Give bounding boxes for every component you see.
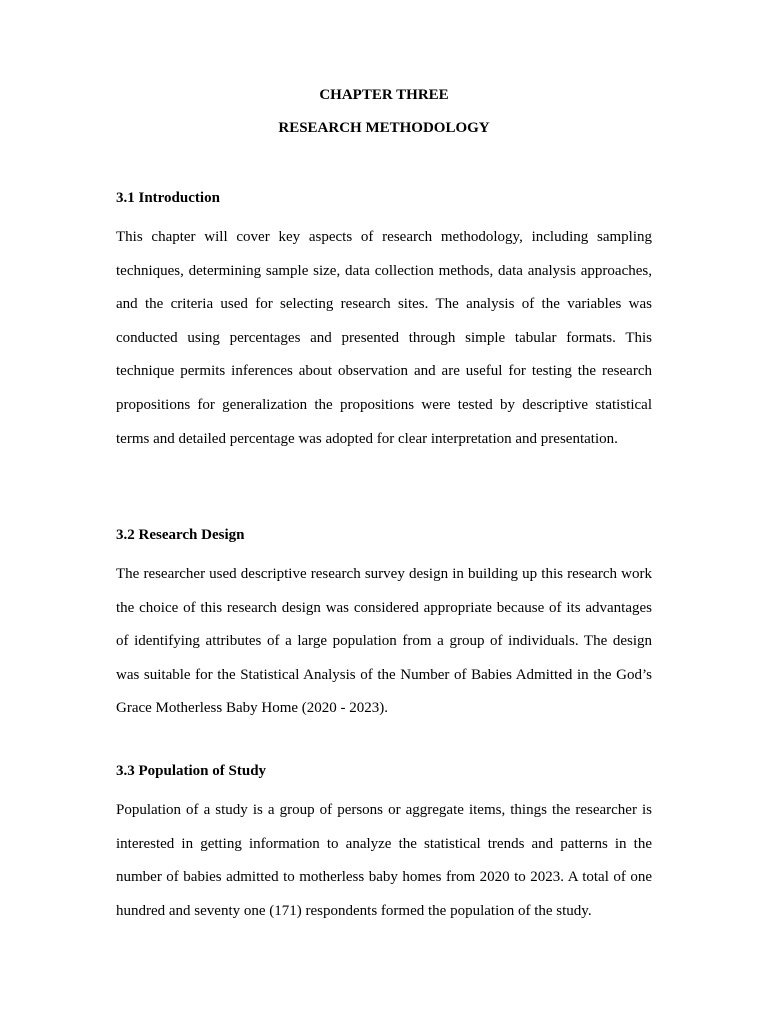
section-heading: 3.1 Introduction — [116, 190, 220, 206]
section-paragraph: This chapter will cover key aspects of research methodology, including sampling techniques, determining sample size, data collection methods, data analysis approaches, and the criteria used for selecting research sites. The analysis of the variables was conducted using percentages and presented through simple tabular formats. This technique permits inferences about observation and are useful for testing the research propositions for generalization the propositions were tested by descriptive statistical terms and detailed percentage was adopted for clear interpretation and presentation. — [116, 229, 652, 447]
section-paragraph: The researcher used descriptive research survey design in building up this research work the choice of this research design was considered appropriate because of its advantages of identifying attributes of a large population from a group of individuals. The design was suitable for the Statistical Analysis of the Number of Babies Admitted in the God’s Grace Motherless Baby Home (2020 - 2023). — [116, 566, 652, 717]
chapter-subtitle: RESEARCH METHODOLOGY — [278, 120, 490, 136]
section-research-design — [116, 525, 652, 726]
section-population-of-study — [116, 761, 652, 928]
section-heading: 3.2 Research Design — [116, 527, 245, 543]
chapter-title: CHAPTER THREE — [319, 87, 449, 103]
section-heading: 3.3 Population of Study — [116, 763, 267, 779]
section-paragraph: Population of a study is a group of persons or aggregate items, things the researcher is interested in getting information to analyze the statistical trends and patterns in the number of babies admitted to motherless baby homes from 2020 to 2023. A total of one hundred and seventy one (171) respondents formed the population of the study. — [116, 802, 652, 919]
section-introduction — [116, 188, 652, 456]
